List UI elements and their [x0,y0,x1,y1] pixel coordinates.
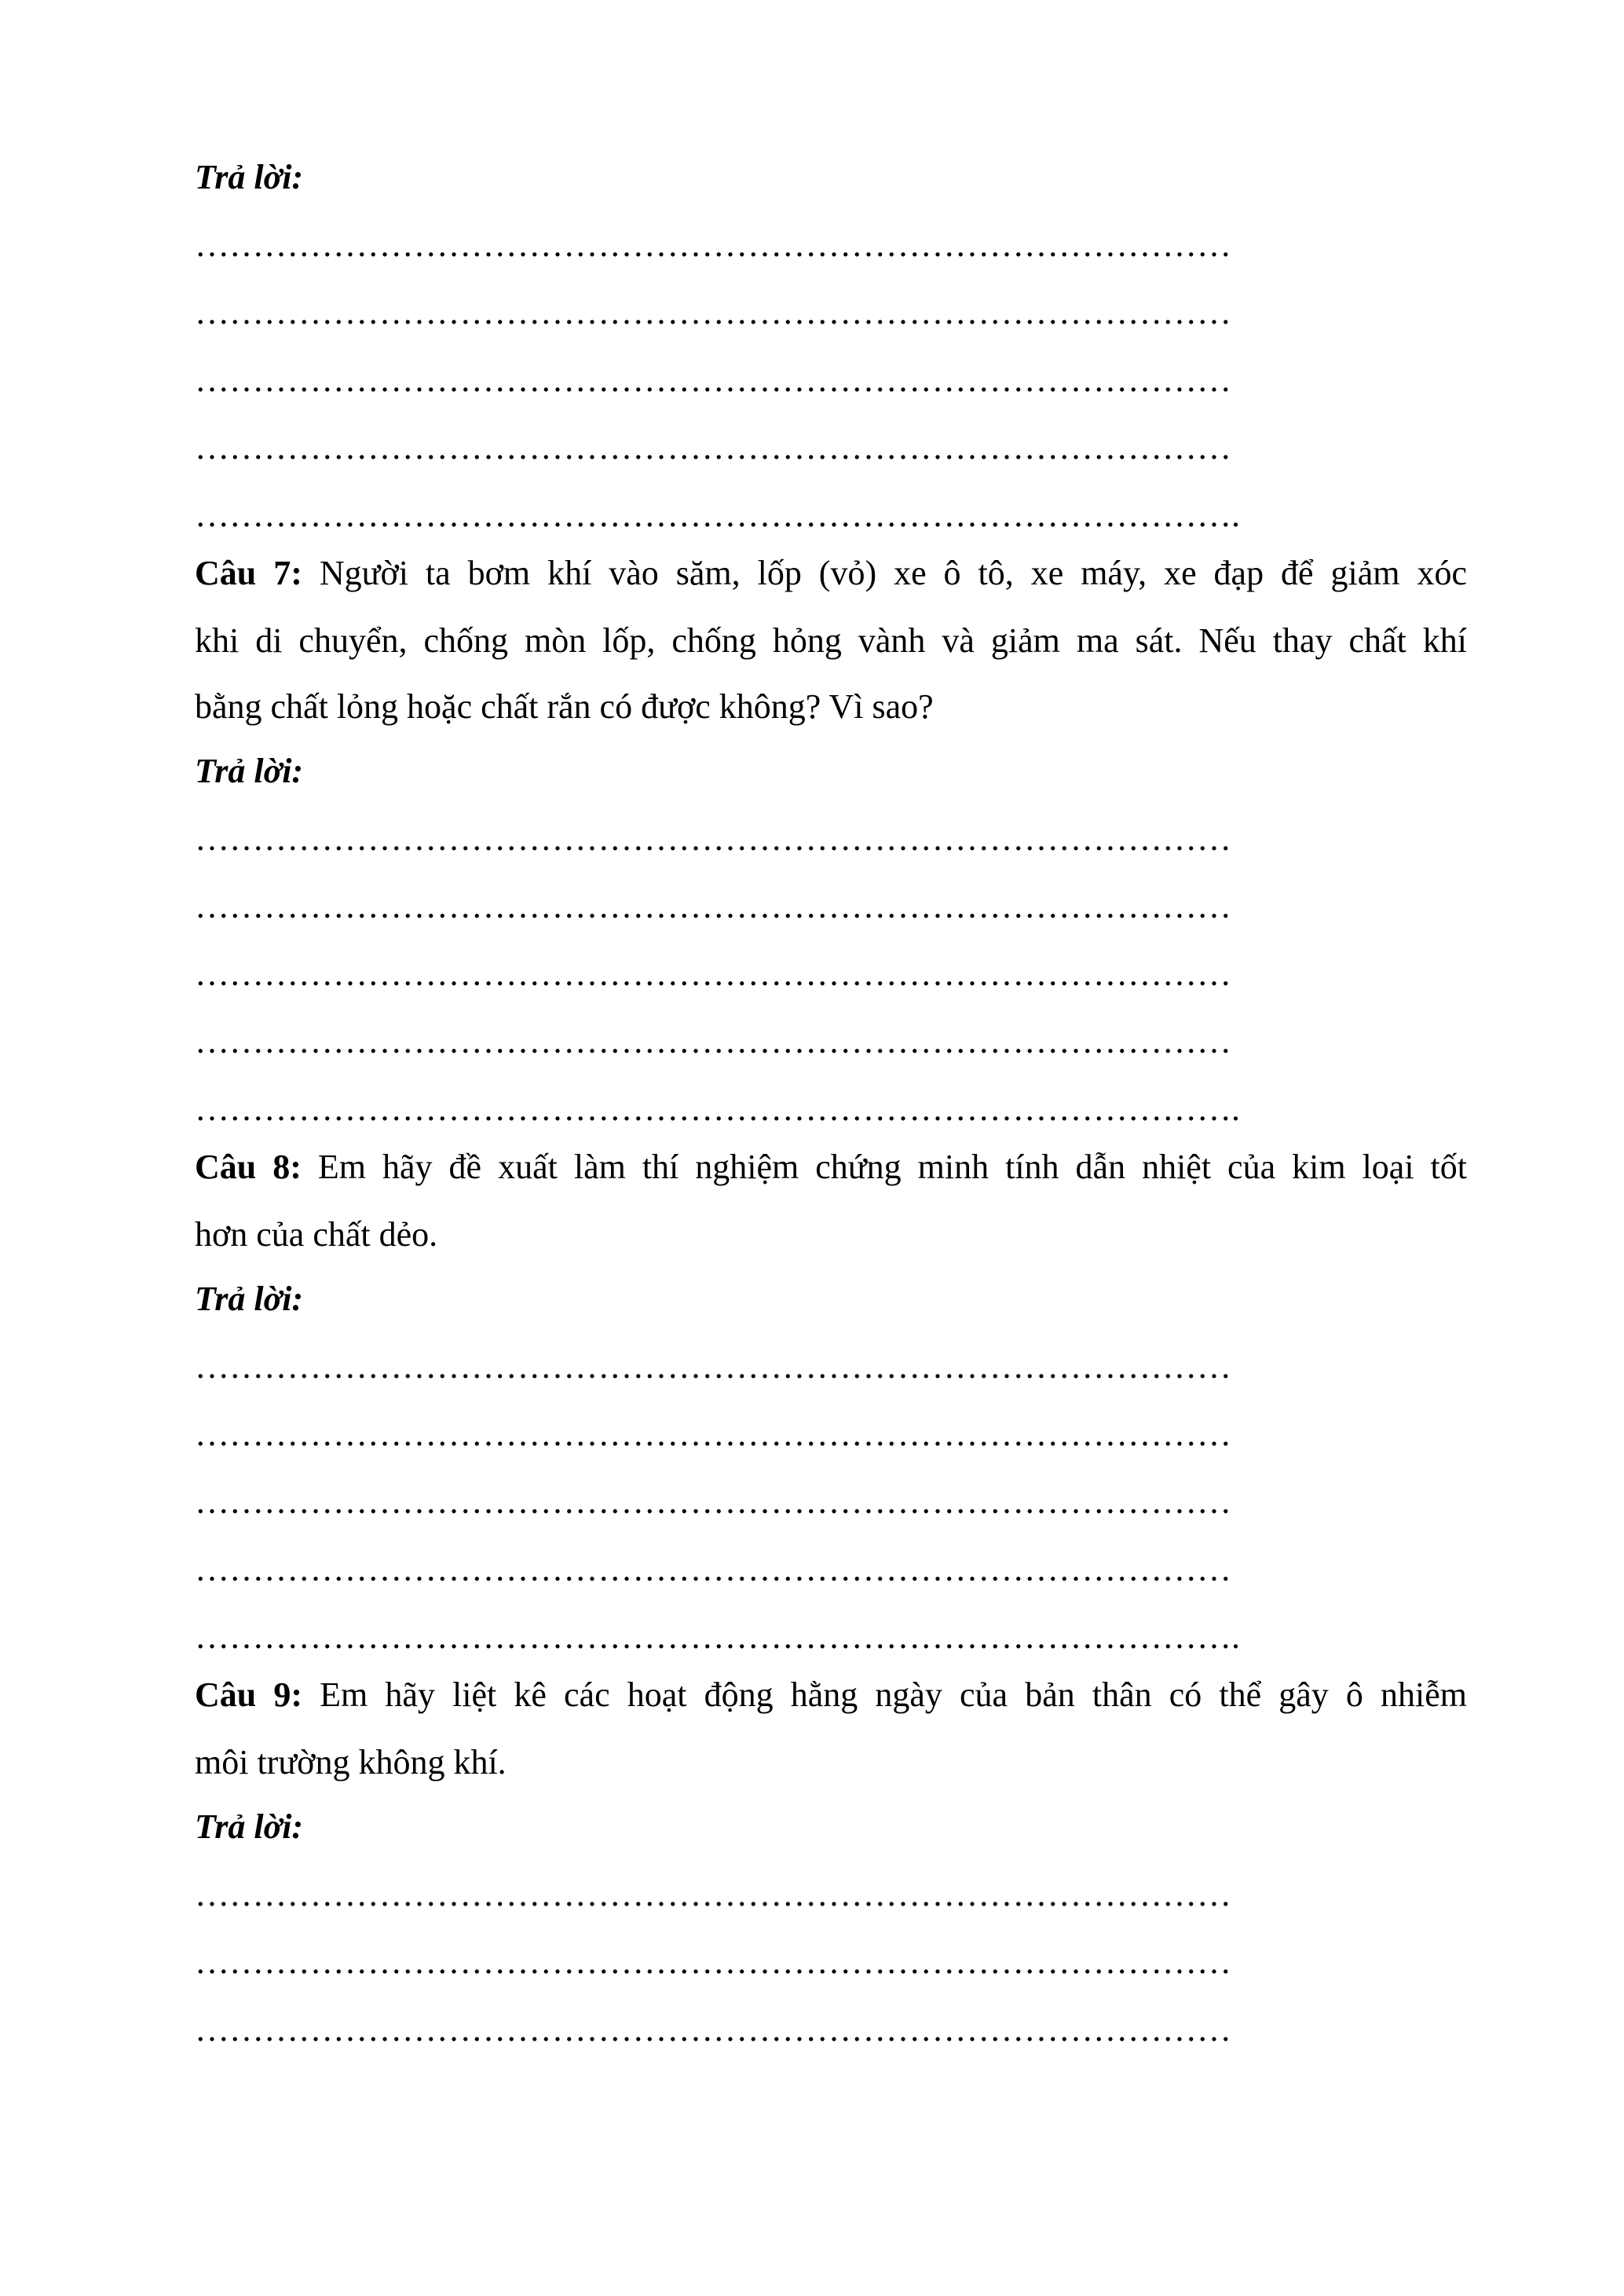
question-8-line-2: hơn của chất dẻo. [195,1215,438,1254]
answer-label: Trả lời: [195,1280,304,1318]
question-7-line-1 [195,550,1467,597]
question-8-line-1 [195,1144,1467,1191]
answer-dot-line: ……………………………………………………………………………… [195,1415,1231,1453]
answer-dot-line: ……………………………………………………………………………… [195,1347,1231,1386]
answer-dot-line: ……………………………………………………………………………… [195,361,1231,399]
answer-dot-line: ……………………………………………………………………………… [195,2010,1231,2049]
answer-dot-line: ……………………………………………………………………………… [195,1943,1231,1981]
answer-dot-line: ………………………………………………………………………………. [195,1617,1240,1656]
question-7-line-3: bằng chất lỏng hoặc chất rắn có được không? Vì sao? [195,687,934,726]
answer-dot-line: ……………………………………………………………………………… [195,1550,1231,1588]
question-text: Người ta bơm khí vào săm, lốp (vỏ) xe ô tô, xe máy, xe đạp để giảm xóc [319,554,1468,592]
question-text: Em hãy đề xuất làm thí nghiệm chứng minh tính dẫn nhiệt của kim loại tốt [317,1148,1468,1186]
answer-dot-line: ……………………………………………………………………………… [195,887,1231,925]
question-7-line-2: khi di chuyển, chống mòn lốp, chống hỏng vành và giảm ma sát. Nếu thay chất khí [195,621,1467,660]
answer-dot-line: ……………………………………………………………………………… [195,1022,1231,1060]
answer-label: Trả lời: [195,752,304,790]
question-number: Câu 8: [195,1148,302,1186]
answer-dot-line: ……………………………………………………………………………… [195,293,1231,331]
answer-dot-line: ………………………………………………………………………………. [195,496,1240,534]
answer-label: Trả lời: [195,1807,304,1846]
answer-dot-line: ……………………………………………………………………………… [195,1875,1231,1913]
answer-dot-line: ……………………………………………………………………………… [195,819,1231,858]
question-text: Em hãy liệt kê các hoạt động hằng ngày của bản thân có thể gây ô nhiễm [320,1675,1467,1714]
question-9-line-1 [195,1672,1467,1719]
answer-dot-line: ……………………………………………………………………………… [195,954,1231,993]
answer-dot-line: ……………………………………………………………………………… [195,225,1231,264]
question-number: Câu 9: [195,1675,303,1714]
question-9-line-2: môi trường không khí. [195,1743,507,1782]
question-number: Câu 7: [195,554,302,592]
answer-dot-line: ……………………………………………………………………………… [195,428,1231,467]
answer-dot-line: ………………………………………………………………………………. [195,1089,1240,1128]
answer-dot-line: ……………………………………………………………………………… [195,1482,1231,1521]
answer-label: Trả lời: [195,158,304,196]
